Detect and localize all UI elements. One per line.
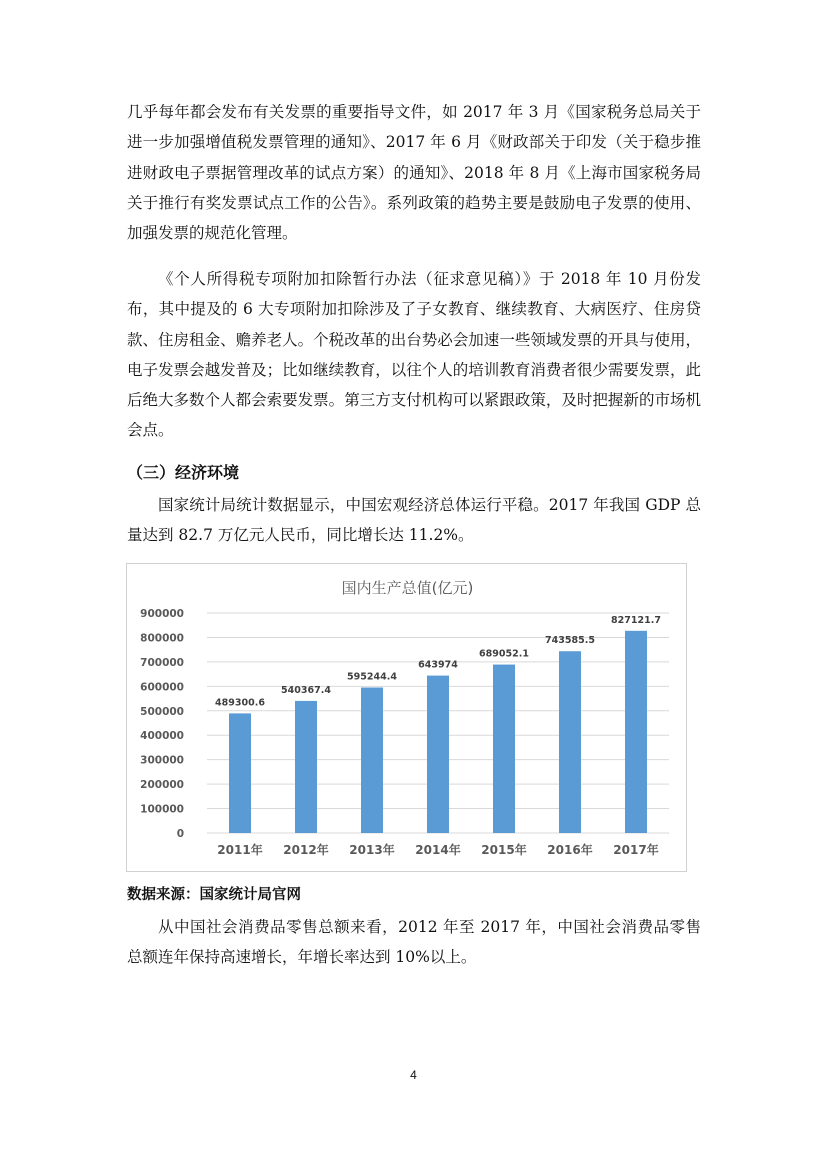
x-tick-label: 2013年: [349, 843, 395, 857]
bar: [493, 665, 515, 833]
data-label: 827121.7: [611, 614, 661, 626]
bar: [559, 651, 581, 833]
data-source-note: 数据来源：国家统计局官网: [127, 887, 301, 903]
chart-title: 国内生产总值(亿元): [341, 579, 474, 597]
y-tick-label: 400000: [140, 730, 184, 743]
bar: [361, 687, 383, 833]
paragraph-policy-docs: 几乎每年都会发布有关发票的重要指导文件，如 2017 年 3 月《国家税务总局关于进一步加强增值税发票管理的通知》、2017 年 6 月《财政部关于印发（关于稳步推进财政电子票据管理改革的试点方案）的通知》、2018 年 8 月《上海市国家税务局关于推行有奖发票试点工作的公告》。系列政策的趋势主要是鼓励电子发票的使用、加强发票的规范化管理。: [127, 103, 701, 243]
gdp-chart: [126, 563, 687, 872]
paragraph-tax-reform: 《个人所得税专项附加扣除暂行办法（征求意见稿）》于 2018 年 10 月份发布，其中提及的 6 大专项附加扣除涉及了子女教育、继续教育、大病医疗、住房贷款、住房租金、赡养老人。个税改革的出台势必会加速一些领域发票的开具与使用，电子发票会越发普及；比如继续教育，以往个人的培训教育消费者很少需要发票，此后绝大多数个人都会索要发票。第三方支付机构可以紧跟政策，及时把握新的市场机会点。: [127, 270, 701, 440]
y-tick-label: 800000: [140, 632, 184, 645]
x-tick-label: 2016年: [547, 843, 593, 857]
bar: [625, 631, 647, 833]
y-tick-label: 300000: [140, 754, 184, 767]
x-tick-label: 2015年: [481, 843, 527, 857]
bar: [427, 676, 449, 833]
x-tick-label: 2012年: [283, 843, 329, 857]
data-label: 689052.1: [479, 648, 529, 660]
section-heading-economic-environment: （三）经济环境: [127, 463, 240, 482]
y-tick-label: 500000: [140, 705, 184, 718]
bar: [229, 713, 251, 833]
page-number: 4: [410, 1068, 417, 1082]
y-tick-label: 700000: [140, 656, 184, 669]
data-label: 540367.4: [281, 684, 331, 696]
data-label: 643974: [418, 659, 458, 671]
y-tick-label: 100000: [140, 803, 184, 816]
x-tick-label: 2014年: [415, 843, 461, 857]
data-label: 489300.6: [215, 697, 265, 709]
paragraph-retail-sales: 从中国社会消费品零售总额来看，2012 年至 2017 年，中国社会消费品零售总额连年保持高速增长，年增长率达到 10%以上。: [127, 918, 701, 967]
y-tick-label: 900000: [140, 608, 184, 620]
y-tick-label: 0: [176, 828, 184, 840]
bar: [295, 701, 317, 833]
y-tick-label: 200000: [140, 779, 184, 792]
paragraph-gdp-summary: 国家统计局统计数据显示，中国宏观经济总体运行平稳。2017 年我国 GDP 总量达到 82.7 万亿元人民币，同比增长达 11.2%。: [127, 496, 701, 545]
x-tick-label: 2011年: [217, 843, 263, 857]
data-label: 743585.5: [545, 635, 595, 647]
gdp-chart-svg: [127, 564, 688, 873]
y-tick-label: 600000: [140, 681, 184, 694]
x-tick-label: 2017年: [613, 843, 659, 857]
data-label: 595244.4: [347, 671, 397, 683]
